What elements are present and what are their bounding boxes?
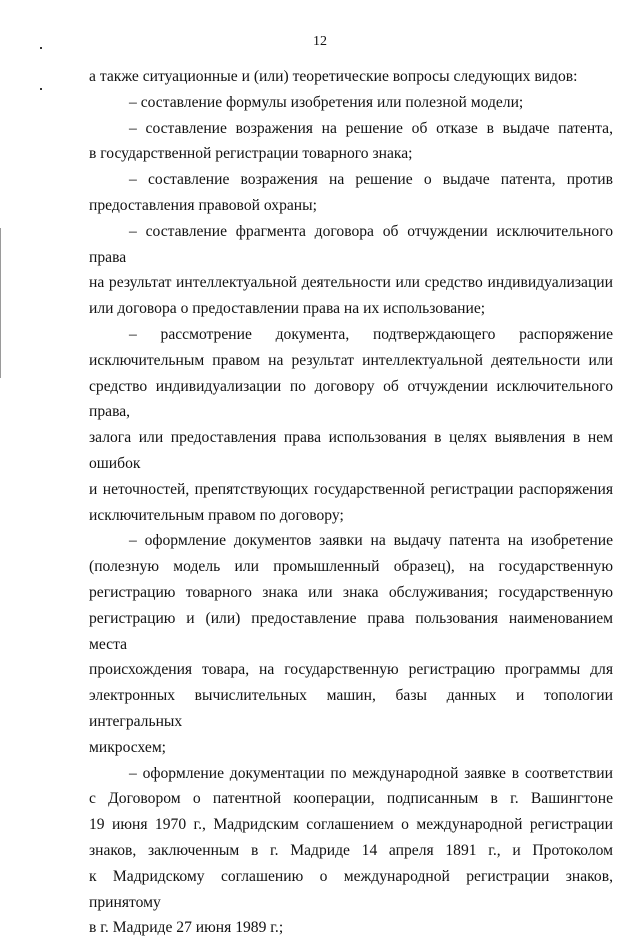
text-line: электронных вычислительных машин, базы данных и топологии интегральных <box>89 687 613 730</box>
text-line: в государственной регистрации товарного знака; <box>89 145 413 163</box>
text-line: – составление возражения на решение о выдаче патента, против <box>129 171 613 189</box>
list-item-paragraph <box>89 116 613 168</box>
text-line: на результат интеллектуальной деятельности или средство индивидуализации <box>89 274 613 292</box>
text-line: или договора о предоставлении права на их использование; <box>89 300 486 318</box>
list-item-paragraph <box>89 761 613 941</box>
text-line: средство индивидуализации по договору об отчуждении исключительного права, <box>89 377 613 421</box>
text-line: происхождения товара, на государственную регистрацию программы для <box>89 661 613 679</box>
text-line: исключительным правом по договору; <box>89 506 344 524</box>
text-line: исключительным правом на результат интеллектуальной деятельности или <box>89 351 613 369</box>
text-line: регистрацию товарного знака или знака обслуживания; государственную <box>89 583 613 601</box>
text-line: – оформление документации по международной заявке в соответствии <box>129 764 613 782</box>
list-item-paragraph <box>89 90 613 116</box>
text-line: – составление возражения на решение об отказе в выдаче патента, <box>129 119 613 137</box>
scan-speck <box>40 88 42 90</box>
text-line: (полезную модель или промышленный образец), на государственную <box>89 558 613 576</box>
text-line: – составление формулы изобретения или полезной модели; <box>129 93 524 111</box>
text-line: залога или предоставления права использования в целях выявления в нем ошибок <box>89 429 613 472</box>
scan-edge-mark <box>0 228 1 378</box>
page-number: 12 <box>313 34 327 49</box>
text-line: предоставления правовой охраны; <box>89 196 317 214</box>
intro-paragraph <box>89 64 613 90</box>
text-line: 19 июня 1970 г., Мадридским соглашением о международной регистрации <box>89 816 613 834</box>
list-item-paragraph <box>89 528 613 760</box>
list-item-paragraph <box>89 167 613 219</box>
text-line: с Договором о патентной кооперации, подписанным в г. Вашингтоне <box>89 790 613 808</box>
text-line: – составление фрагмента договора об отчуждении исключительного права <box>89 222 613 266</box>
list-item-paragraph <box>89 219 613 322</box>
list-item-paragraph <box>89 322 613 528</box>
text-line: в г. Мадриде 27 июня 1989 г.; <box>89 919 284 937</box>
text-line: – рассмотрение документа, подтверждающего распоряжение <box>129 325 613 343</box>
text-line: регистрацию и (или) предоставление права пользования наименованием места <box>89 609 613 653</box>
text-line: а также ситуационные и (или) теоретические вопросы следующих видов: <box>89 68 578 85</box>
text-line: знаков, заключенным в г. Мадриде 14 апреля 1891 г., и Протоколом <box>89 841 613 859</box>
text-line: и неточностей, препятствующих государственной регистрации распоряжения <box>89 480 613 498</box>
text-line: к Мадридскому соглашению о международной регистрации знаков, принятому <box>89 867 613 911</box>
text-line: микросхем; <box>89 738 167 756</box>
document-body <box>89 64 613 941</box>
scan-speck <box>40 47 42 49</box>
text-line: – оформление документов заявки на выдачу патента на изобретение <box>129 532 613 550</box>
